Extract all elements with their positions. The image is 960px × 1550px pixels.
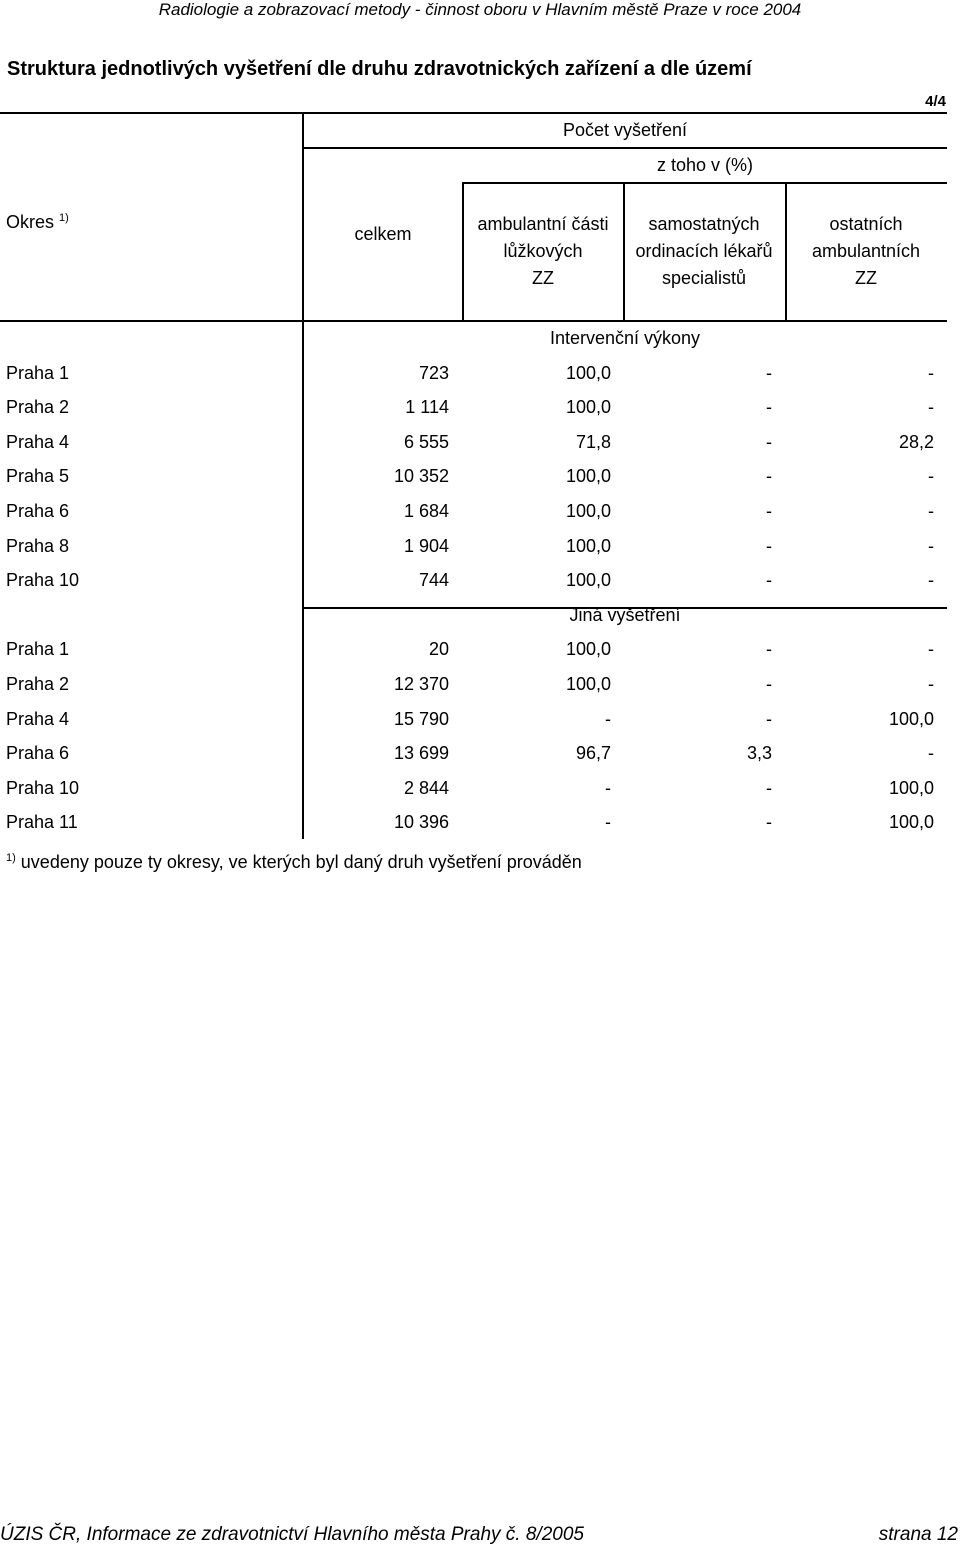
page-marker: 4/4	[925, 93, 946, 110]
value-cell: -	[766, 362, 772, 383]
value-cell: 100,0	[565, 535, 611, 556]
value-cell: 20	[428, 639, 449, 660]
value-cell: 3,3	[746, 743, 772, 764]
value-cell: -	[766, 812, 772, 833]
value-cell: 2 844	[403, 777, 449, 798]
value-cell: -	[766, 777, 772, 798]
value-cell: -	[928, 570, 934, 591]
value-cell: 1 114	[405, 397, 449, 418]
value-cell: 100,0	[565, 466, 611, 487]
value-cell: 100,0	[565, 397, 611, 418]
value-cell: -	[928, 743, 934, 764]
value-cell: -	[766, 639, 772, 660]
district-cell: Praha 8	[6, 535, 70, 556]
value-cell: -	[605, 777, 611, 798]
value-cell: -	[766, 535, 772, 556]
value-cell: 10 396	[393, 812, 449, 833]
value-cell: 100,0	[565, 639, 611, 660]
other-ambulatory-header: ostatních ambulantních ZZ	[811, 214, 921, 288]
district-cell: Praha 6	[6, 501, 70, 521]
value-cell: -	[928, 501, 934, 521]
district-cell: Praha 11	[6, 812, 78, 833]
hospital-ambulatory-header: ambulantní části lůžkových ZZ	[477, 214, 609, 288]
footnote: $^{1)}$ uvedeny pouze ty okresy, ve kterých byl daný druh vyšetření prováděn	[6, 852, 582, 872]
value-cell: -	[766, 674, 772, 694]
district-cell: Praha 4	[6, 431, 70, 452]
page-number: strana 12	[878, 1524, 958, 1545]
value-cell: 28,2	[898, 431, 934, 452]
value-cell: 100,0	[565, 674, 611, 694]
title-rule	[0, 112, 947, 114]
district-cell: Praha 2	[6, 674, 70, 694]
value-cell: -	[928, 535, 934, 556]
value-cell: 71,8	[575, 431, 611, 452]
value-cell: 10 352	[393, 466, 449, 487]
vertical-rule	[623, 182, 625, 321]
district-cell: Praha 5	[6, 466, 70, 487]
value-cell: 1 904	[403, 535, 449, 556]
district-cell: Praha 1	[6, 362, 70, 383]
value-cell: 1 684	[403, 501, 449, 521]
value-cell: -	[766, 708, 772, 729]
value-cell: 13 699	[393, 743, 449, 764]
value-cell: -	[766, 501, 772, 521]
value-cell: 6 555	[403, 431, 449, 452]
total-header: celkem	[354, 224, 412, 244]
value-cell: -	[605, 708, 611, 729]
district-cell: Praha 10	[6, 777, 80, 798]
section-label: Intervenční výkony	[549, 328, 701, 348]
value-cell: 15 790	[393, 708, 449, 729]
section-label: Jiná vyšetření	[569, 604, 681, 625]
running-header: Radiologie a zobrazovací metody - činnost oboru v Hlavním městě Praze v roce 2004	[158, 0, 802, 19]
value-cell: 100,0	[565, 362, 611, 383]
value-cell: 744	[418, 570, 449, 591]
value-cell: 100,0	[888, 708, 934, 729]
header-bottom-rule	[0, 320, 947, 322]
value-cell: -	[928, 639, 934, 660]
value-cell: -	[928, 362, 934, 383]
page-title: Struktura jednotlivých vyšetření dle druhu zdravotnických zařízení a dle území	[7, 58, 752, 80]
value-cell: -	[605, 812, 611, 833]
value-cell: -	[766, 397, 772, 418]
district-cell: Praha 2	[6, 397, 70, 418]
value-cell: 96,7	[575, 743, 611, 764]
value-cell: 723	[418, 362, 449, 383]
header-rule	[302, 147, 947, 149]
count-group-header: Počet vyšetření	[562, 120, 688, 140]
value-cell: 100,0	[565, 570, 611, 591]
vertical-rule	[785, 182, 787, 321]
district-header: Okres $^{1)}$	[6, 212, 69, 232]
footnote-mark: 1)	[6, 852, 16, 864]
district-footnote-mark: 1)	[59, 212, 69, 224]
vertical-rule	[462, 182, 464, 321]
value-cell: -	[766, 570, 772, 591]
value-cell: -	[928, 674, 934, 694]
value-cell: 100,0	[888, 777, 934, 798]
value-cell: -	[766, 431, 772, 452]
publication-name: ÚZIS ČR, Informace ze zdravotnictví Hlavního města Prahy č. 8/2005	[0, 1524, 584, 1545]
value-cell: -	[928, 397, 934, 418]
district-cell: Praha 1	[6, 639, 70, 660]
value-cell: 12 370	[393, 674, 449, 694]
district-cell: Praha 4	[6, 708, 70, 729]
value-cell: 100,0	[565, 501, 611, 521]
specialist-offices-header: samostatných ordinacích lékařů specialistů	[635, 214, 773, 288]
share-group-header: z toho v (%)	[656, 155, 754, 175]
value-cell: -	[766, 466, 772, 487]
value-cell: -	[928, 466, 934, 487]
value-cell: 100,0	[888, 812, 934, 833]
district-cell: Praha 6	[6, 743, 70, 764]
district-cell: Praha 10	[6, 570, 80, 591]
header-rule	[462, 182, 947, 184]
